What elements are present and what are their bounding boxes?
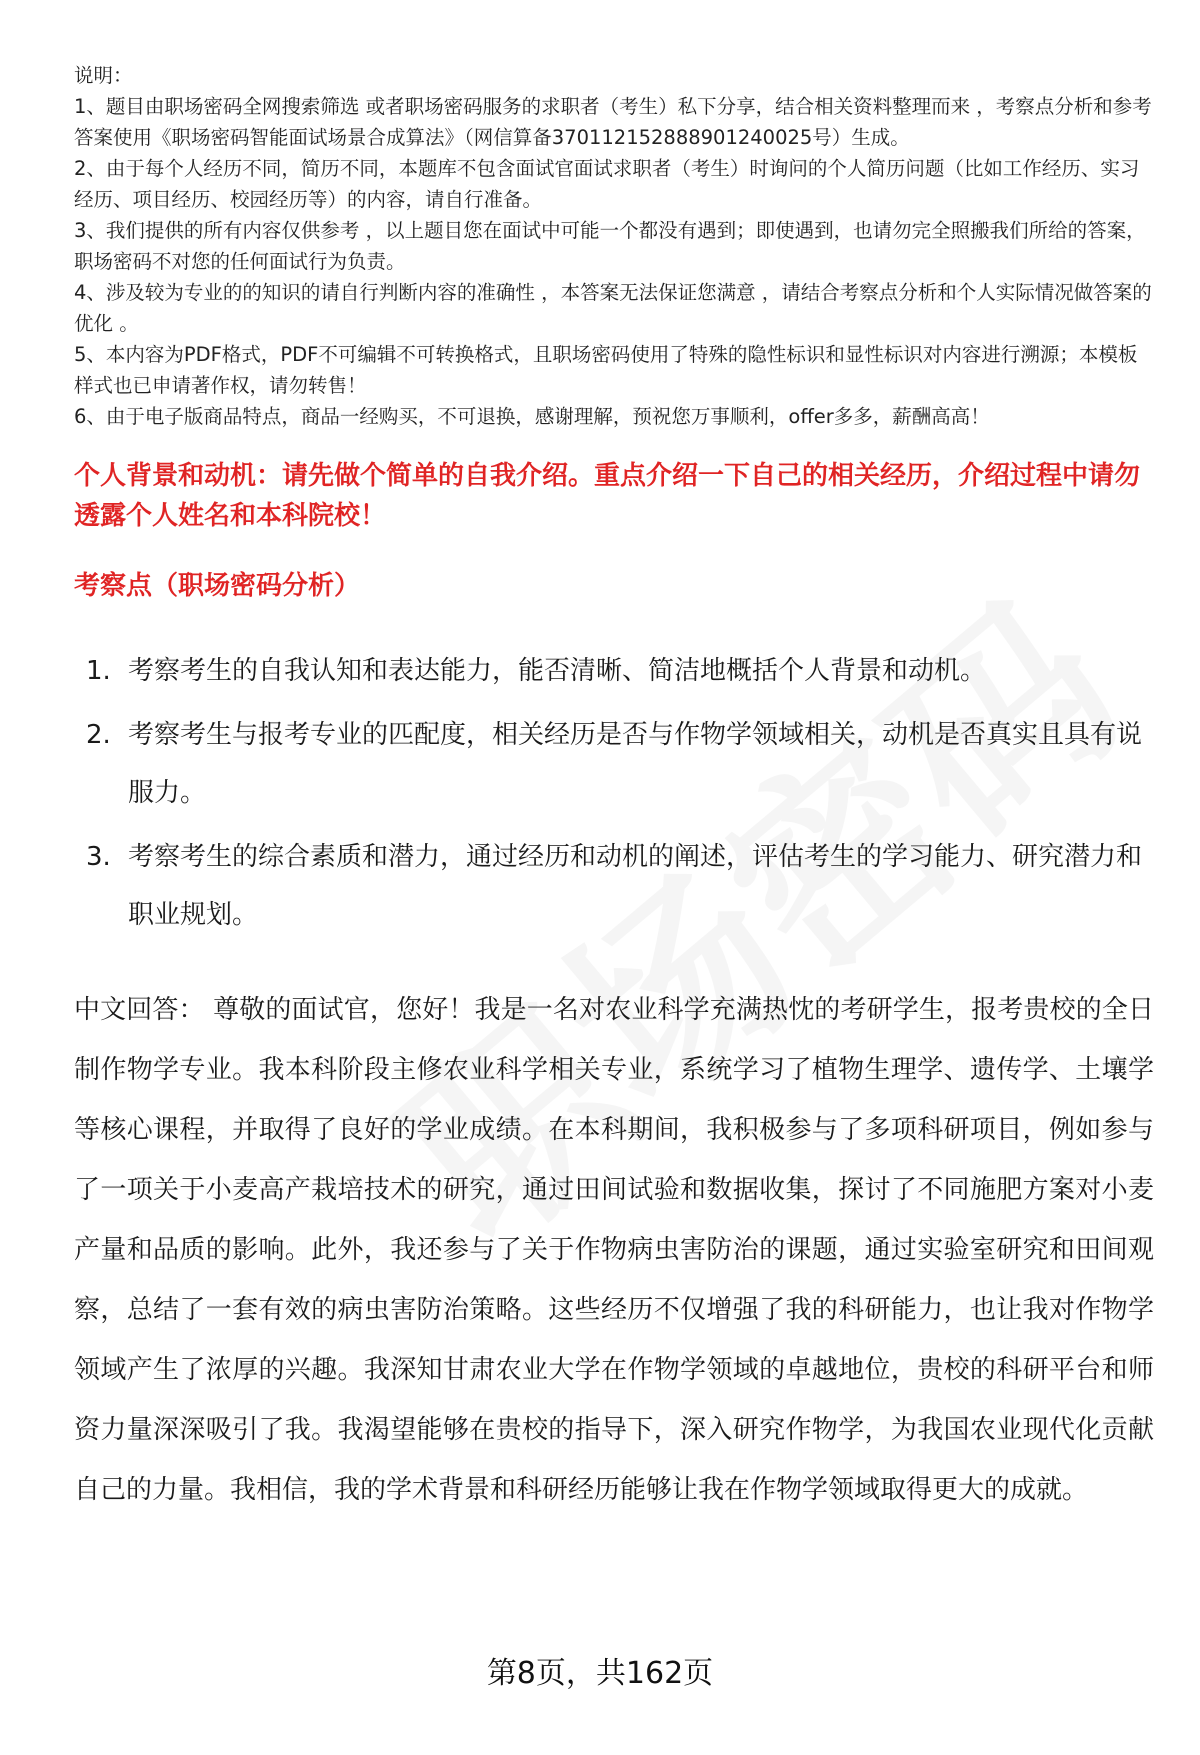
answer-paragraph: 中文回答： 尊敬的面试官，您好！我是一名对农业科学充满热忱的考研学生，报考贵校的全日制作物学专业。我本科阶段主修农业科学相关专业，系统学习了植物生理学、遗传学、土壤学等核心课程，并取得了良好的学业成绩。在本科期间，我积极参与了多项科研项目，例如参与了一项关于小麦高产栽培技术的研究，通过田间试验和数据收集，探讨了不同施肥方案对小麦产量和品质的影响。此外，我还参与了关于作物病虫害防治的课题，通过实验室研究和田间观察，总结了一套有效的病虫害防治策略。这些经历不仅增强了我的科研能力，也让我对作物学领域产生了浓厚的兴趣。我深知甘肃农业大学在作物学领域的卓越地位，贵校的科研平台和师资力量深深吸引了我。我渴望能够在贵校的指导下，深入研究作物学，为我国农业现代化贡献自己的力量。我相信，我的学术背景和科研经历能够让我在作物学领域取得更大的成就。	[74, 995, 1154, 1505]
note-item: 6、由于电子版商品特点，商品一经购买，不可退换，感谢理解，预祝您万事顺利，offer多多，薪酬高高！	[74, 405, 990, 428]
analysis-item	[74, 828, 1154, 944]
page-number: 第8页，共162页	[486, 1656, 714, 1691]
note-item: 5、本内容为PDF格式，PDF不可编辑不可转换格式，且职场密码使用了特殊的隐性标识和显性标识对内容进行溯源；本模板样式也已申请著作权，请勿转售！	[74, 343, 1138, 397]
analysis-item-text: 考察考生与报考专业的匹配度，相关经历是否与作物学领域相关，动机是否真实且具有说服力。	[128, 720, 1143, 808]
analysis-item-text: 考察考生的综合素质和潜力，通过经历和动机的阐述，评估考生的学习能力、研究潜力和职业规划。	[128, 842, 1143, 930]
analysis-item-text: 考察考生的自我认知和表达能力，能否清晰、简洁地概括个人背景和动机。	[128, 656, 987, 686]
analysis-list	[74, 642, 1154, 944]
analysis-item-number: 3.	[86, 842, 111, 872]
analysis-heading: 考察点（职场密码分析）	[74, 571, 361, 601]
notes-title: 说明：	[74, 64, 133, 87]
question-heading: 个人背景和动机：请先做个简单的自我介绍。重点介绍一下自己的相关经历，介绍过程中请勿透露个人姓名和本科院校！	[74, 461, 1141, 531]
analysis-item	[74, 642, 1154, 700]
note-item: 1、题目由职场密码全网搜索筛选 或者职场密码服务的求职者（考生）私下分享，结合相关资料整理而来 ，考察点分析和参考答案使用《职场密码智能面试场景合成算法》（网信算备370112152888901240025号）生成。	[74, 95, 1152, 149]
document-page	[74, 60, 1154, 1546]
analysis-item-number: 2.	[86, 720, 111, 750]
note-item: 3、我们提供的所有内容仅供参考 ，以上题目您在面试中可能一个都没有遇到；即使遇到，也请勿完全照搬我们所给的答案，职场密码不对您的任何面试行为负责。	[74, 219, 1146, 273]
analysis-item	[74, 706, 1154, 822]
note-item: 2、由于每个人经历不同，简历不同，本题库不包含面试官面试求职者（考生）时询问的个人简历问题（比如工作经历、实习经历、项目经历、校园经历等）的内容，请自行准备。	[74, 157, 1140, 211]
note-item: 4、涉及较为专业的的知识的请自行判断内容的准确性 ，本答案无法保证您满意 ，请结合考察点分析和个人实际情况做答案的优化 。	[74, 281, 1152, 335]
notes-section	[74, 60, 1154, 432]
analysis-item-number: 1.	[86, 656, 111, 686]
